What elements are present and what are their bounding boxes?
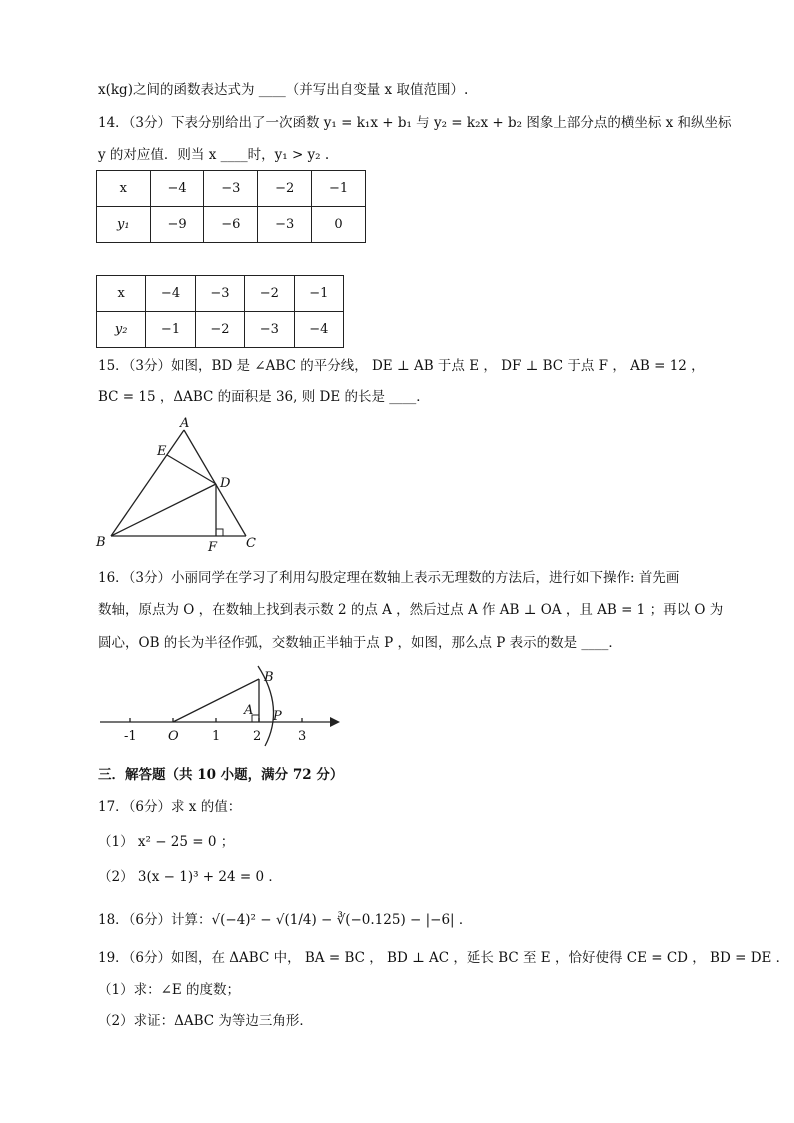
- segment-bd: [111, 484, 216, 536]
- label-e: E: [157, 444, 167, 459]
- table-cell: −2: [258, 171, 312, 207]
- section-title: 三．解答题（共 10 小题，满分 72 分）: [98, 767, 344, 783]
- q15-line-2: BC = 15 ，ΔABC 的面积是 36, 则 DE 的长是 ____．: [98, 389, 430, 405]
- table-cell: y₁: [97, 207, 151, 243]
- segment-de: [167, 455, 216, 484]
- label-d: D: [220, 476, 231, 491]
- table-cell: −2: [195, 312, 244, 348]
- q14-line-1: 14．（3分）下表分别给出了一次函数 y₁ = k₁x + b₁ 与 y₂ = k₂x + b₂ 图象上部分点的横坐标 x 和纵坐标: [98, 115, 732, 131]
- q14-table-y2: [96, 275, 344, 348]
- table-cell: −1: [294, 276, 343, 312]
- table-cell: −1: [146, 312, 195, 348]
- table-row: [97, 312, 344, 348]
- table-cell: y₂: [97, 312, 146, 348]
- tick-label: O: [168, 729, 179, 744]
- tick-label: 1: [212, 729, 221, 744]
- table-cell: −3: [245, 312, 294, 348]
- arrow-head-icon: [330, 717, 340, 727]
- table-cell: 0: [312, 207, 366, 243]
- table-row: [97, 276, 344, 312]
- segment-ba: [111, 430, 184, 536]
- label-f: F: [208, 540, 218, 554]
- table-row: [97, 207, 366, 243]
- label-c: C: [246, 536, 256, 551]
- q16-line-2: 数轴，原点为 O ，在数轴上找到表示数 2 的点 A ，然后过点 A 作 AB ⊥ OA ，且 AB = 1 ；再以 O 为: [98, 602, 724, 618]
- q14-table-y1: [96, 170, 366, 243]
- q19-sub-1: （1）求：∠E 的度数；: [98, 982, 241, 998]
- label-a: A: [180, 416, 190, 431]
- tick-label: 2: [253, 729, 262, 744]
- label-b: B: [96, 535, 106, 550]
- table-cell: −3: [258, 207, 312, 243]
- q16-number-line-figure: [95, 662, 345, 748]
- table-cell: −4: [146, 276, 195, 312]
- label-b: B: [264, 670, 274, 685]
- label-a: A: [244, 703, 254, 718]
- q19-sub-2: （2）求证：ΔABC 为等边三角形．: [98, 1013, 313, 1029]
- table-cell: −6: [204, 207, 258, 243]
- table-cell: −4: [150, 171, 204, 207]
- table-cell: −3: [204, 171, 258, 207]
- label-p: P: [273, 709, 282, 724]
- table-cell: −9: [150, 207, 204, 243]
- tick-label: 3: [298, 729, 307, 744]
- q16-line-3: 圆心，OB 的长为半径作弧，交数轴正半轴于点 P ，如图，那么点 P 表示的数是 ____．: [98, 635, 622, 651]
- table-cell: x: [97, 171, 151, 207]
- q17-sub-1: （1） x² − 25 = 0 ；: [98, 834, 235, 850]
- table-cell: −1: [312, 171, 366, 207]
- right-angle-mark: [216, 529, 223, 536]
- q19-line-1: 19．（6分）如图，在 ΔABC 中， BA = BC ， BD ⊥ AC ，延长 BC 至 E ，恰好使得 CE = CD ， BD = DE ．: [98, 950, 790, 966]
- table-cell: −4: [294, 312, 343, 348]
- q15-triangle-figure: [90, 414, 270, 554]
- q18-line-1: 18．（6分）计算：√(−4)² − √(1/4) − ∛(−0.125) − |−6| ．: [98, 912, 473, 928]
- table-cell: −3: [195, 276, 244, 312]
- q17-sub-2: （2） 3(x − 1)³ + 24 = 0 ．: [98, 869, 282, 885]
- q14-line-2: y 的对应值．则当 x ____时，y₁ > y₂ .: [98, 147, 330, 163]
- q15-line-1: 15．（3分）如图，BD 是 ∠ABC 的平分线， DE ⊥ AB 于点 E ， DF ⊥ BC 于点 F ， AB = 12 ，: [98, 358, 705, 374]
- q16-line-1: 16．（3分）小丽同学在学习了利用勾股定理在数轴上表示无理数的方法后，进行如下操作: 首先画: [98, 570, 680, 586]
- q17-line-1: 17．（6分）求 x 的值：: [98, 799, 242, 815]
- q13-tail-text: x(kg)之间的函数表达式为 ____（并写出自变量 x 取值范围）.: [98, 82, 469, 98]
- table-cell: x: [97, 276, 146, 312]
- table-cell: −2: [245, 276, 294, 312]
- table-row: [97, 171, 366, 207]
- tick-label: -1: [124, 729, 137, 744]
